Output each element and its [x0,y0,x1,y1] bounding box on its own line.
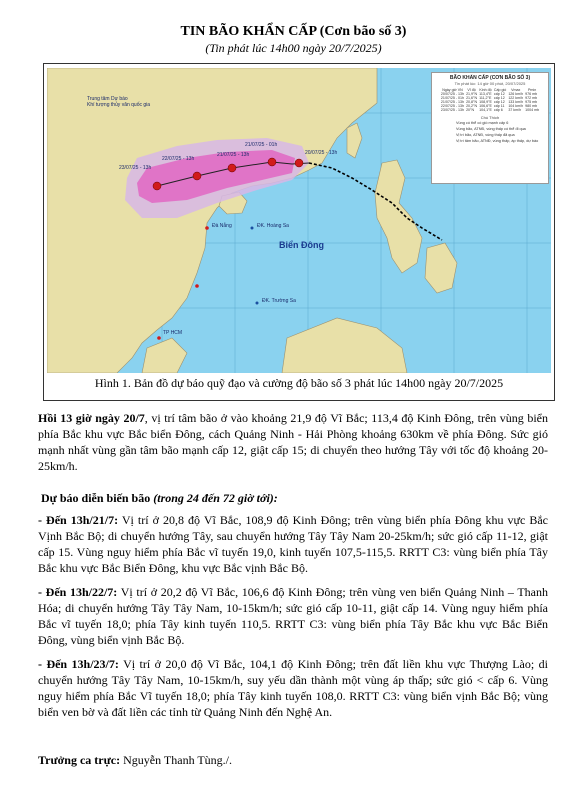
forecast-day3-lead: - Đến 13h/23/7: [38,657,119,671]
tp-hcm-label: TP HCM [163,330,183,336]
legend-cell: 21/07/25 - 13h [440,100,465,104]
legend-cell: cấp 12 [493,96,505,100]
forecast-day1-lead: - Đến 13h/21/7: [38,513,119,527]
storm-track-map [47,68,551,373]
forecast-day1-text: Vị trí ở 20,8 độ Vĩ Bắc, 108,9 độ Kinh Đông; trên vùng biển phía Đông khu vực Bắc Vịnh Bắc Bộ; di chuyển hướng Tây, sau chuyển hướng Tây Tây Nam 20-25km/h; sức gió cấp 11-12, giật cấp 15. Vùng nguy hiểm phía Bắc vĩ tuyến 19,0, kinh tuyến 107,5-115,5. RRTT C3: vùng biển phía Tây Bắc khu vực Bắc Biển Đông, khu vực Bắc vịnh Bắc Bộ. [38,513,548,575]
forecast-day3-text: Vị trí ở 20,0 độ Vĩ Bắc, 104,1 độ Kinh Đông; trên đất liền khu vực Thượng Lào; di chuyển hướng Tây Tây Nam, 10-15km/h, suy yếu dần thành một vùng áp thấp; sức gió < cấp 6. Vùng nguy hiểm phía Bắc Vĩ tuyến 18,0; phía Tây kinh tuyến 108,0. RRTT C3: vùng biển vịnh Bắc Bộ; vùng biển ven bờ và đất liền các tỉnh từ Quảng Ninh đến Nghệ An. [38,657,548,719]
legend-cell: 1004 mb [525,108,540,112]
legend-cell: 37 km/h [508,108,522,112]
legend-cell: 20/07/25 - 13h [440,92,465,96]
legend-header-cell: Ngày giờ VN [442,88,463,92]
legend-cell: 133 km/h [508,100,524,104]
legend-cell: 111,2°E [479,96,492,100]
agency-name: Trung tâm Dự báo [87,96,128,102]
legend-cell: 23/07/25 - 13h [440,108,465,112]
forecast-label-2: 21/07/25 - 01h [245,142,278,148]
signature-lead: Trưởng ca trực: [38,753,121,767]
legend-table [440,88,540,112]
forecast-day2-lead: - Đến 13h/22/7: [38,585,118,599]
legend-cell: 20,2°N [466,104,478,108]
legend-cell: 106,6°E [479,104,492,108]
legend-cell: 122 km/h [508,96,524,100]
legend-header-cell: Vmax [511,88,521,92]
forecast-day2-text: Vị trí ở 20,2 độ Vĩ Bắc, 106,6 độ Kinh Đông; trên vùng ven biển Quảng Ninh – Thanh Hóa; di chuyển hướng Tây Tây Nam, 10-15km/h; sức gió cấp 10-11, giật cấp 14. Vùng nguy hiểm phía Bắc vĩ tuyến 18,0; phía Tây kinh tuyến 110,5. RRTT C3: vùng biển phía Tây Bắc khu vực Bắc Biển Đông, vùng biển vịnh Bắc Bộ. [38,585,549,647]
legend-cell: cấp 6 [493,108,503,112]
current-position-paragraph [38,410,548,474]
document-title: TIN BÃO KHẨN CẤP (Cơn bão số 3) [180,24,407,39]
legend-header-cell: Pmin [528,88,537,92]
current-time-lead: Hồi 13 giờ ngày 20/7 [38,411,145,425]
storm-forecast-figure [43,63,555,401]
da-nang-label: Đà Nẵng [212,223,232,229]
legend-cell: 20°N [466,108,475,112]
forecast-label-1: 20/07/25 - 13h [305,150,338,156]
legend-cell: 976 mb [525,92,538,96]
legend-cell: 126 km/h [508,92,524,96]
legend-key-heading: Chú Thích [480,115,500,120]
legend-cell: cấp 12 [493,100,505,104]
agency-subname: Khí tượng thủy văn quốc gia [87,102,151,108]
legend-cell: 20,8°N [466,100,478,104]
forecast-heading-label: Dự báo diễn biến bão [41,491,151,505]
map-legend [431,72,549,184]
legend-cell: cấp 11 [493,104,505,108]
legend-header-cell: Cấp gió [493,88,507,92]
legend-cell: 975 mb [525,100,538,104]
legend-cell: 113,4°E [479,92,492,96]
legend-cell: 104 km/h [508,104,524,108]
legend-item-past-position: Vị trí bão, ATNĐ, vùng thấp đã qua [456,133,515,137]
legend-row [440,108,540,112]
legend-cell: 108,9°E [479,100,492,104]
forecast-heading-note: (trong 24 đến 72 giờ tới): [153,491,278,505]
forecast-label-3: 21/07/25 - 13h [217,152,250,158]
legend-header-cell: Vĩ độ [467,88,476,92]
current-position-text: , vị trí tâm bão ở vào khoảng 21,9 độ Vĩ Bắc; 113,4 độ Kinh Đông, trên vùng biển phía Bắc khu vực Bắc biển Đông, cách Quảng Ninh - Hải Phòng khoảng 630km về phía Đông. Sức gió mạnh nhất vùng gần tâm bão mạnh cấp 12, giật cấp 15; di chuyển theo hướng Tây với tốc độ khoảng 20-25km/h. [38,411,548,473]
forecast-day1-paragraph [38,512,548,576]
sea-label: Biển Đông [279,240,324,250]
legend-header-cell: Kinh độ [479,88,492,92]
legend-item-wind-zone: Vùng có thể có gió mạnh cấp 6 [456,121,509,125]
legend-title: BÃO KHẨN CẤP (CƠN BÃO SỐ 3) [449,75,531,81]
legend-cell: 972 mb [525,96,538,100]
legend-cell: 22/07/25 - 13h [440,104,465,108]
document-subtitle: (Tin phát lúc 14h00 ngày 20/7/2025) [205,41,382,55]
legend-cell: cấp 12 [493,92,505,96]
forecast-label-4: 22/07/25 - 13h [162,156,195,162]
legend-cell: 21,9°N [466,92,478,96]
legend-item-forecast-position: Vị trí tâm bão, ATNĐ, vùng thấp, áp thấp, dự báo [456,139,539,143]
forecast-heading [38,490,551,506]
signature-line [38,752,548,768]
legend-cell: 104,1°E [479,108,492,112]
hoang-sa-label: ĐK. Hoàng Sa [257,223,289,229]
forecast-day2-paragraph [38,584,548,648]
legend-issued: Tin phát lúc: 14 giờ 00 phút, 20/07/2025 [454,81,526,86]
truong-sa-label: ĐK. Trường Sa [262,298,296,304]
legend-cell: 21,6°N [466,96,478,100]
signature-name: Nguyễn Thanh Tùng./. [120,753,233,767]
figure-caption: Hình 1. Bản đồ dự báo quỹ đạo và cường độ bão số 3 phát lúc 14h00 ngày 20/7/2025 [94,376,504,390]
legend-cell: 980 mb [525,104,538,108]
forecast-label-5: 23/07/25 - 13h [119,165,152,171]
forecast-day3-paragraph [38,656,548,720]
legend-item-danger-zone: Vùng bão, ATNĐ, vùng thấp có thể đi qua [456,127,526,131]
legend-cell: 21/07/25 - 01h [440,96,465,100]
